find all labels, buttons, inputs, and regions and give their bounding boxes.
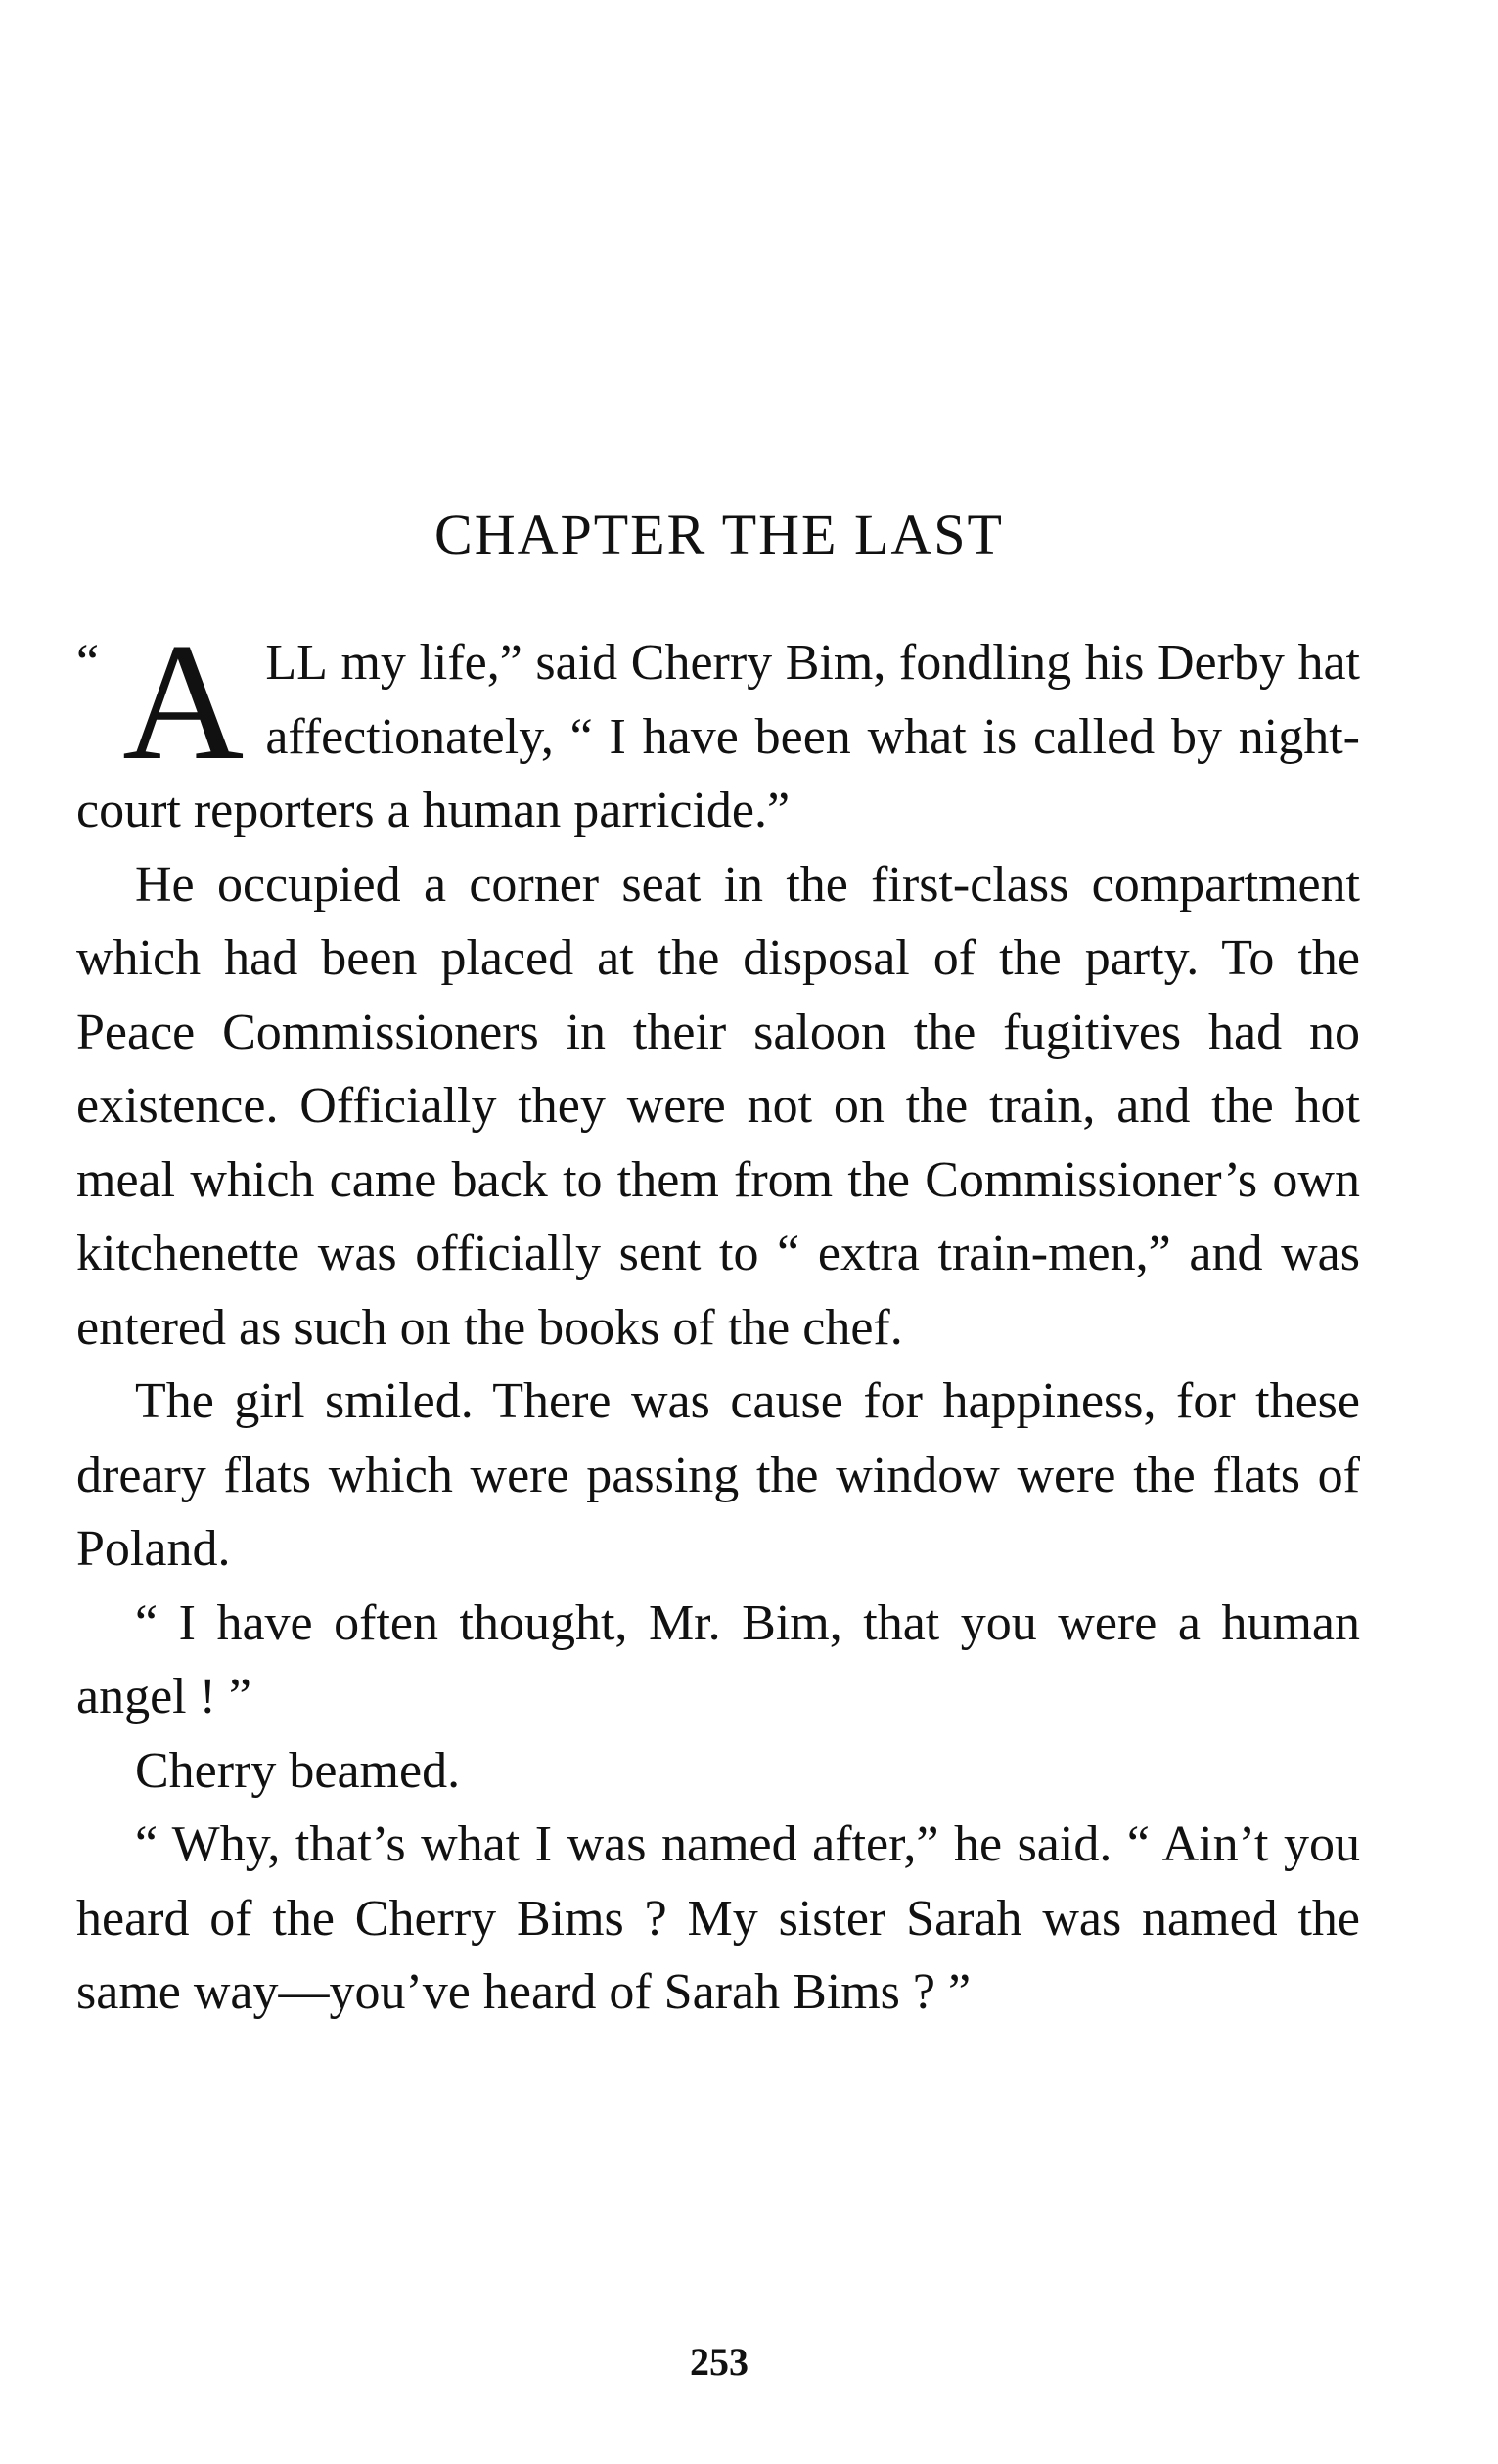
body-text xyxy=(76,609,1361,2030)
paragraph: The girl smiled. There was cause for happiness, for these dreary flats which were passing the window were the flats of Poland. xyxy=(76,1373,1360,1577)
opening-small-caps: LL xyxy=(265,635,328,691)
drop-cap-letter: A xyxy=(122,609,245,795)
opening-text: my life,” said Cherry Bim, fondling his Derby hat affectionately, “ I have been what is called by night-court reporters a human parricide.” xyxy=(76,635,1361,838)
opening-quote-mark: “ xyxy=(76,635,100,691)
paragraph: “ Why, that’s what I was named after,” he said. “ Ain’t you heard of the Cherry Bims ? My sister Sarah was named the same way—you’ve heard of Sarah Bims ? ” xyxy=(76,1816,1360,2020)
chapter-title: CHAPTER THE LAST xyxy=(434,503,1004,566)
paragraph: Cherry beamed. xyxy=(135,1742,461,1799)
paragraph: “ I have often thought, Mr. Bim, that you were a human angel ! ” xyxy=(76,1594,1360,1725)
opening-paragraph xyxy=(76,609,1361,848)
page-number: 253 xyxy=(690,2340,749,2384)
paragraph: He occupied a corner seat in the first-class compartment which had been placed at the disposal of the party. To the Peace Commissioners in their saloon the fugitives had no existence. Officially they were not on the train, and the hot meal which came back to them from the Commissioner’s own kitchenette was officially sent to “ extra train-men,” and was entered as such on the books of the chef. xyxy=(76,856,1360,1356)
